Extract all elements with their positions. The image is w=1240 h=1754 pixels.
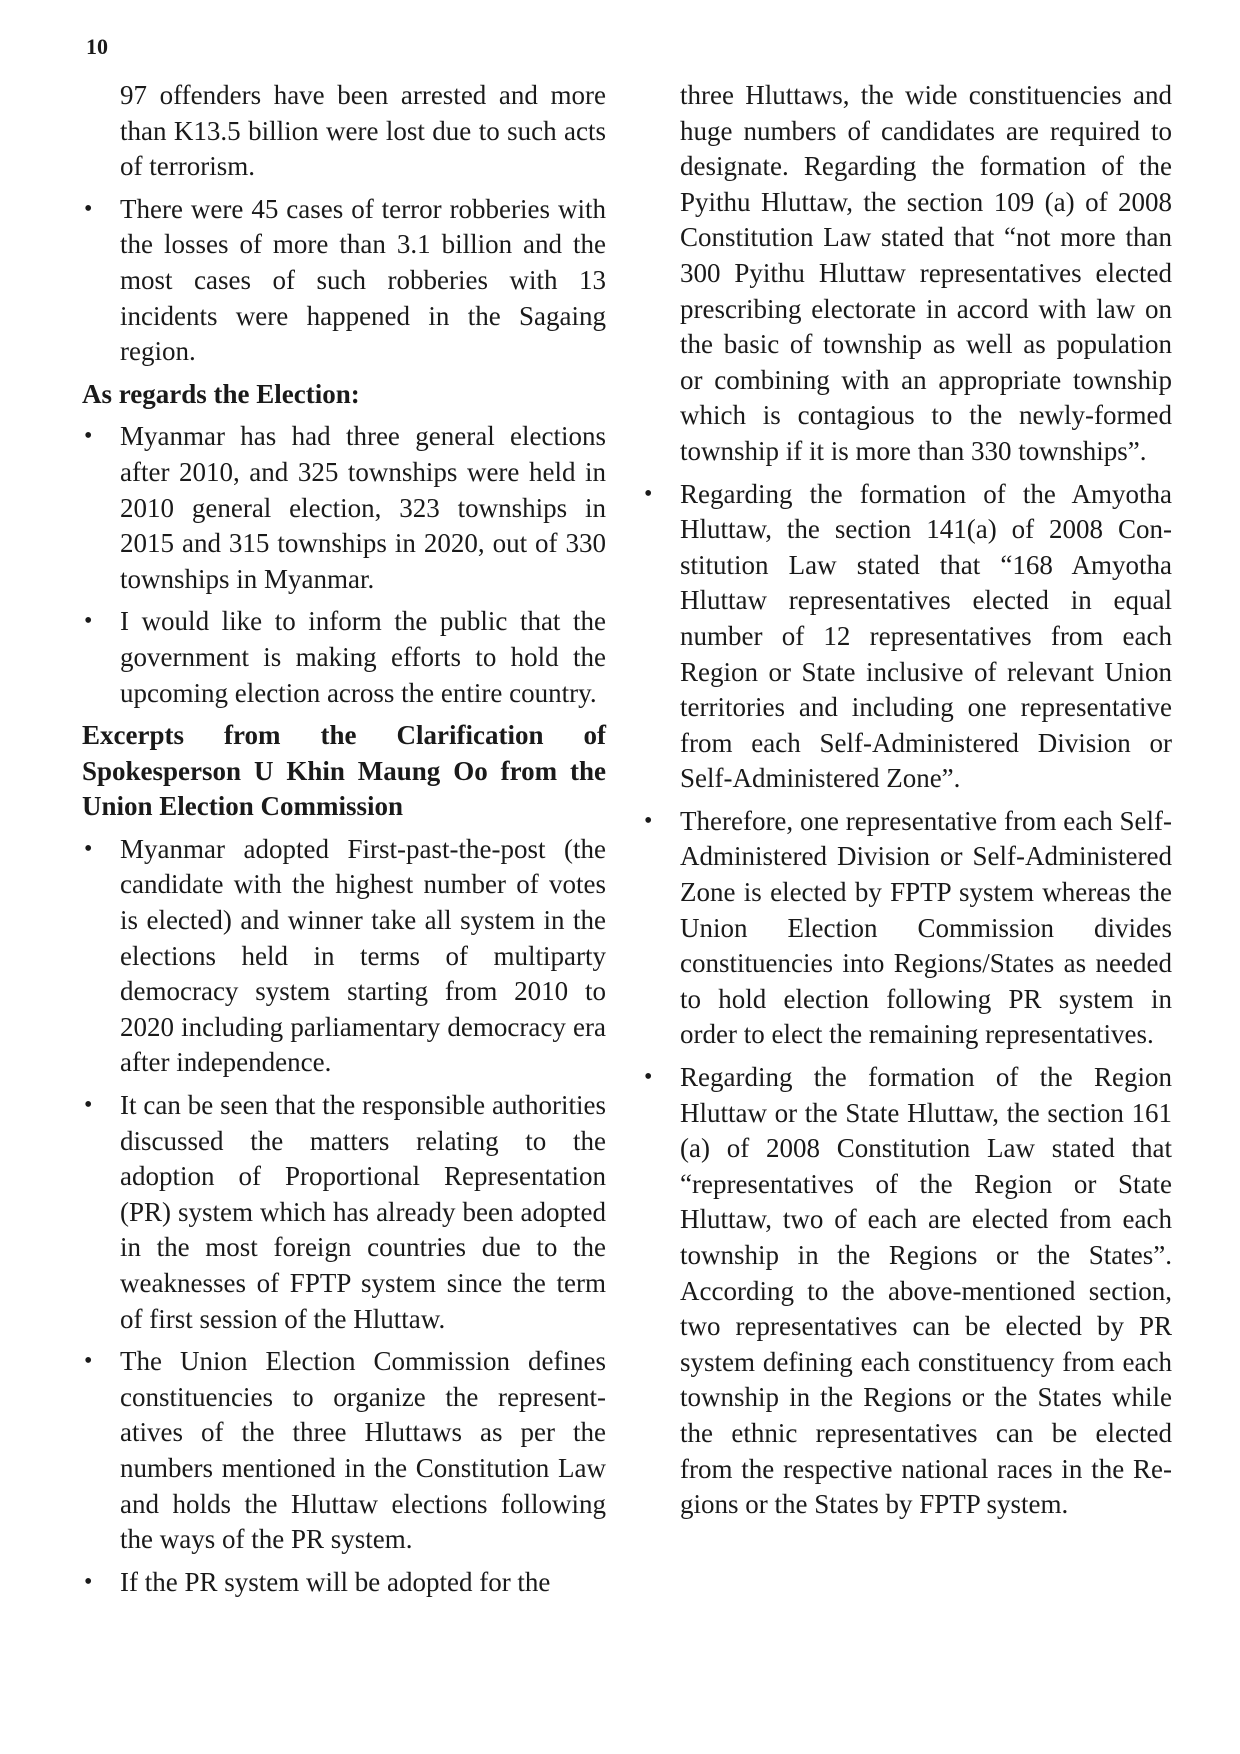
- left-continuation-paragraph: [82, 78, 606, 185]
- list-item-text: The Union Election Commission defines constituencies to organize the representatives of the three Hluttaws as per the numbers mentioned in the Constitution Law and holds the Hluttaw elections following the ways of the PR system.: [120, 1346, 606, 1555]
- list-item: [82, 832, 606, 1081]
- list-item: [82, 1088, 606, 1337]
- paragraph-text: 97 offenders have been arrested and more than K13.5 billion were lost due to such acts of terrorism.: [120, 80, 606, 182]
- bullet-icon: •: [84, 423, 93, 450]
- left-column: [82, 78, 606, 1607]
- bullet-icon: •: [84, 1092, 93, 1119]
- list-item: [82, 192, 606, 370]
- bullet-icon: •: [84, 1568, 93, 1595]
- list-item-text: Regarding the formation of the Region Hluttaw or the State Hluttaw, the section 161 (a) of 2008 Constitution Law stated that “representatives of the Region or State Hluttaw, two of each are elected from each township in the Regions or the States”. According to the above-mentioned section, two representatives can be elected by PR system defining each constituency from each township in the Regions or the States while the ethnic representatives can be elected from the respective national races in the Regions or the States by FPTP system.: [680, 1062, 1172, 1520]
- list-item-text: Myanmar has had three general elections after 2010, and 325 townships were held in 2010 general election, 323 townships in 2015 and 315 townships in 2020, out of 330 townships in Myanmar.: [120, 421, 606, 594]
- list-item-text: Therefore, one representative from each Self-Administered Division or Self-Administered Zone is elected by FPTP system whereas the Union Election Commission divides constituencies into Regions/States as needed to hold election following PR system in order to elect the remaining representatives.: [680, 805, 1172, 1050]
- section-heading-election: As regards the Election:: [82, 378, 360, 409]
- list-item-text: There were 45 cases of terror robberies with the losses of more than 3.1 billion and the most cases of such robberies with 13 incidents were happened in the Sagaing region.: [120, 193, 606, 367]
- page-number: 10: [86, 34, 108, 59]
- list-item-text: Myanmar adopted First-past-the-post (the candidate with the highest number of votes is elected) and winner take all system in the elections held in terms of multiparty democracy system starting from 2010 to 2020 including parliamentary democracy era after independence.: [120, 833, 606, 1078]
- list-item: [642, 1060, 1172, 1523]
- list-item: [82, 1565, 606, 1601]
- bullet-icon: •: [84, 608, 93, 635]
- bullet-icon: •: [84, 835, 93, 862]
- right-continuation-paragraph: [642, 78, 1172, 470]
- list-item-text: I would like to inform the public that the government is making efforts to hold the upcoming election across the entire country.: [120, 606, 606, 708]
- section-heading-excerpts: Excerpts from the Clarification of Spokesperson U Khin Maung Oo from the Union Election Commission: [82, 720, 606, 822]
- list-item: [642, 477, 1172, 797]
- list-item: [82, 604, 606, 711]
- list-item-text: It can be seen that the responsible authorities discussed the matters relating to the adoption of Proportional Representation (PR) system which has already been adopted in the most foreign countries due to the weaknesses of FPTP system since the term of first session of the Hluttaw.: [120, 1090, 606, 1334]
- bullet-icon: •: [644, 807, 653, 834]
- list-item: [82, 419, 606, 597]
- bullet-icon: •: [644, 1064, 653, 1091]
- list-item-text: If the PR system will be adopted for the: [120, 1566, 551, 1597]
- list-item: [82, 1344, 606, 1558]
- list-item-text: Regarding the formation of the Amyotha Hluttaw, the section 141(a) of 2008 Constitution Law stated that “168 Amyotha Hluttaw representatives elected in equal number of 12 representatives from each Region or State inclusive of relevant Union territories and including one representative from each Self-Administered Division or Self-Administered Zone”.: [680, 478, 1172, 794]
- bullet-icon: •: [84, 195, 93, 222]
- right-column: [642, 78, 1172, 1530]
- paragraph-text: three Hluttaws, the wide constituencies and huge numbers of candidates are required to designate. Regarding the formation of the Pyithu Hluttaw, the section 109 (a) of 2008 Constitution Law stated that “not more than 300 Pyithu Hluttaw representatives elected prescribing electorate in accord with law on the basic of township as well as population or combining with an appropriate township which is contagious to the newly-formed township if it is more than 330 townships”.: [680, 80, 1172, 466]
- bullet-icon: •: [644, 480, 653, 507]
- bullet-icon: •: [84, 1348, 93, 1375]
- list-item: [642, 804, 1172, 1053]
